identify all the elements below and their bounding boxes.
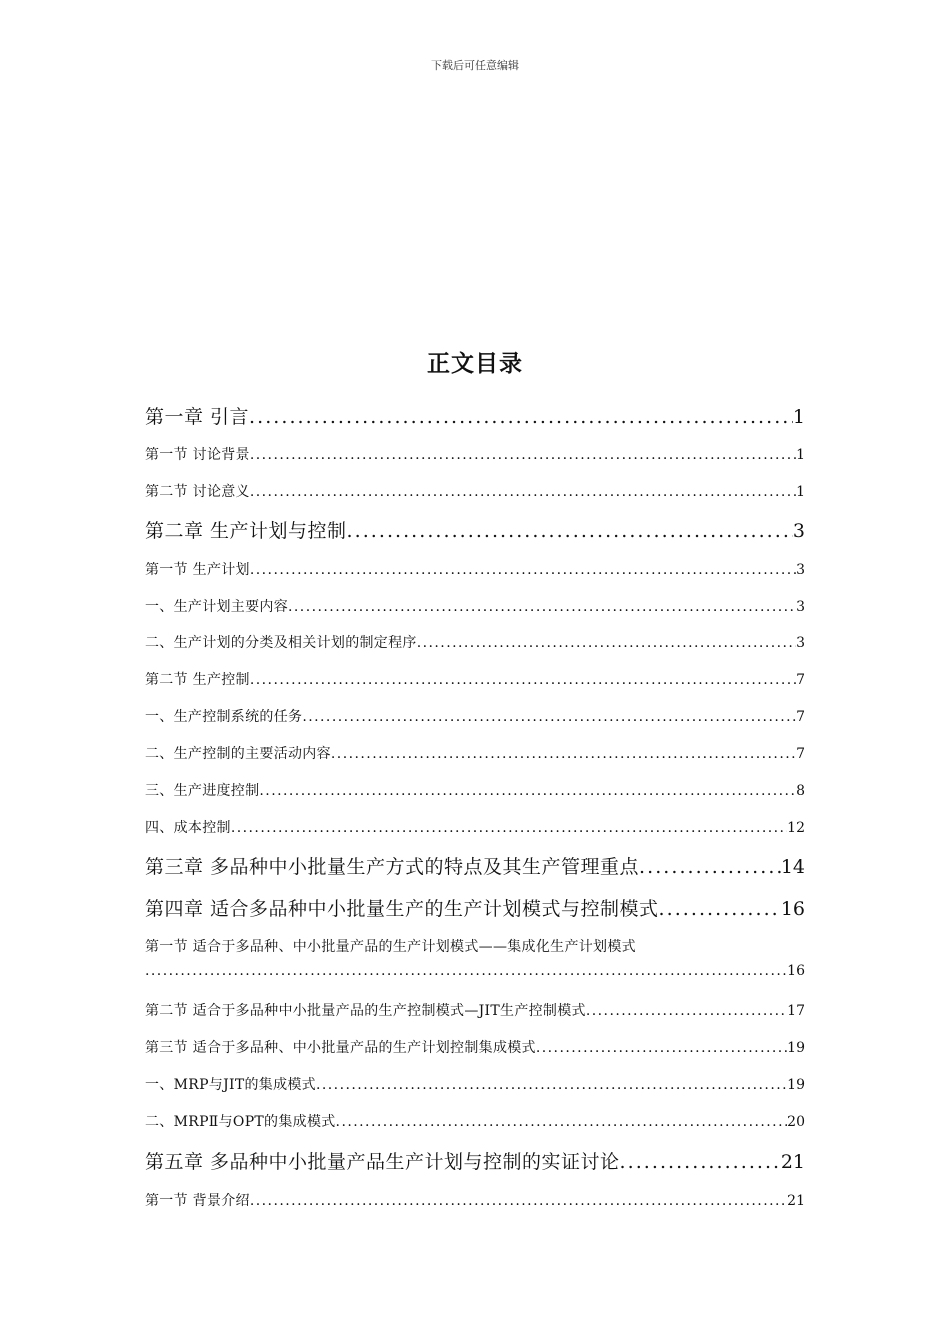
toc-entry-label: 一、生产计划主要内容 bbox=[145, 599, 288, 615]
toc-entry-label: 第一节 背景介绍 bbox=[145, 1193, 250, 1209]
toc-entry-page: 21 bbox=[787, 1193, 805, 1209]
header-note: 下载后可任意编辑 bbox=[431, 59, 519, 72]
toc-entry[interactable] bbox=[145, 963, 805, 979]
toc-entry[interactable] bbox=[145, 743, 805, 763]
toc-entry[interactable] bbox=[145, 516, 805, 543]
toc-entry-label: 第二节 讨论意义 bbox=[145, 484, 250, 500]
toc-entry-page: 12 bbox=[787, 820, 805, 836]
toc-entry-label: 二、生产计划的分类及相关计划的制定程序 bbox=[145, 635, 417, 651]
leader-dots bbox=[347, 520, 793, 542]
leader-dots bbox=[250, 1193, 787, 1209]
toc-entry[interactable] bbox=[145, 596, 805, 616]
toc-entry-page: 16 bbox=[787, 963, 805, 979]
leader-dots bbox=[536, 1040, 787, 1056]
leader-dots bbox=[659, 898, 781, 920]
toc-entry-page: 17 bbox=[787, 1003, 805, 1019]
leader-dots bbox=[288, 599, 796, 615]
toc-entry[interactable] bbox=[145, 559, 805, 579]
toc-entry[interactable] bbox=[145, 444, 805, 464]
toc-entry-label: 二、生产控制的主要活动内容 bbox=[145, 746, 331, 762]
toc-entry-label: 一、生产控制系统的任务 bbox=[145, 709, 303, 725]
toc-entry[interactable] bbox=[145, 481, 805, 501]
toc-entry-label: 第三节 适合于多品种、中小批量产品的生产计划控制集成模式 bbox=[145, 1040, 536, 1056]
leader-dots bbox=[331, 746, 796, 762]
toc-entry-page: 8 bbox=[796, 783, 805, 799]
toc-entry-label: 第一节 讨论背景 bbox=[145, 447, 250, 463]
toc-entry[interactable] bbox=[145, 894, 805, 921]
toc-entry[interactable] bbox=[145, 852, 805, 879]
toc-entry[interactable] bbox=[145, 1037, 805, 1057]
toc-entry-page: 21 bbox=[780, 1151, 805, 1173]
toc-entry[interactable] bbox=[145, 780, 805, 800]
leader-dots bbox=[336, 1114, 788, 1130]
toc-entry-label: 第三章 多品种中小批量生产方式的特点及其生产管理重点 bbox=[145, 856, 640, 878]
toc-entry-page: 14 bbox=[780, 856, 805, 878]
leader-dots bbox=[250, 672, 796, 688]
toc-entry-page: 19 bbox=[787, 1040, 805, 1056]
toc-entry-page: 3 bbox=[796, 599, 805, 615]
toc-entry-page: 3 bbox=[796, 562, 805, 578]
leader-dots bbox=[586, 1003, 787, 1019]
toc-entry-label: 三、生产进度控制 bbox=[145, 783, 260, 799]
leader-dots bbox=[259, 783, 796, 799]
toc-entry[interactable] bbox=[145, 1190, 805, 1210]
toc-entry-label: 第一章 引言 bbox=[145, 406, 250, 428]
leader-dots bbox=[249, 406, 793, 428]
toc-entry-page: 3 bbox=[792, 520, 805, 542]
toc-entry-label: 第五章 多品种中小批量产品生产计划与控制的实证讨论 bbox=[145, 1151, 620, 1173]
toc-entry-page: 19 bbox=[787, 1077, 805, 1093]
toc-entry-label: 第一节 生产计划 bbox=[145, 562, 250, 578]
toc-entry[interactable] bbox=[145, 1074, 805, 1094]
toc-title: 正文目录 bbox=[427, 351, 523, 377]
toc-entry-page: 20 bbox=[787, 1114, 805, 1130]
toc-entry-page: 7 bbox=[796, 746, 805, 762]
toc-entry-label: 一、MRP与JIT的集成模式 bbox=[145, 1077, 316, 1093]
toc-entry-page: 16 bbox=[780, 898, 805, 920]
toc-entry-label[interactable]: 第一节 适合于多品种、中小批量产品的生产计划模式——集成化生产计划模式 bbox=[145, 939, 636, 955]
toc-entry[interactable] bbox=[145, 1111, 805, 1131]
toc-entry[interactable] bbox=[145, 402, 805, 429]
toc-entry-label: 二、MRPⅡ与OPT的集成模式 bbox=[145, 1114, 336, 1130]
leader-dots bbox=[145, 963, 787, 979]
leader-dots bbox=[250, 562, 796, 578]
toc-entry-label: 第二节 适合于多品种中小批量产品的生产控制模式—JIT生产控制模式 bbox=[145, 1003, 586, 1019]
toc-entry-page: 3 bbox=[796, 635, 805, 651]
toc-entry-page: 1 bbox=[796, 484, 805, 500]
toc-entry[interactable] bbox=[145, 1000, 805, 1020]
leader-dots bbox=[250, 484, 796, 500]
leader-dots bbox=[639, 856, 781, 878]
leader-dots bbox=[316, 1077, 787, 1093]
toc-entry[interactable] bbox=[145, 632, 805, 652]
leader-dots bbox=[302, 709, 796, 725]
toc-entry-label: 第四章 适合多品种中小批量生产的生产计划模式与控制模式 bbox=[145, 898, 659, 920]
toc-entry[interactable] bbox=[145, 1147, 805, 1174]
leader-dots bbox=[250, 447, 796, 463]
toc-entry-label: 第二章 生产计划与控制 bbox=[145, 520, 347, 542]
toc-entry-page: 1 bbox=[796, 447, 805, 463]
toc-entry-label: 第二节 生产控制 bbox=[145, 672, 250, 688]
toc-entry[interactable] bbox=[145, 817, 805, 837]
toc-entry-page: 1 bbox=[792, 406, 805, 428]
leader-dots bbox=[231, 820, 787, 836]
leader-dots bbox=[620, 1151, 781, 1173]
toc-entry-page: 7 bbox=[796, 672, 805, 688]
toc-entry-label: 四、成本控制 bbox=[145, 820, 231, 836]
toc-entry[interactable] bbox=[145, 669, 805, 689]
leader-dots bbox=[417, 635, 796, 651]
toc-entry-page: 7 bbox=[796, 709, 805, 725]
toc-entry[interactable] bbox=[145, 706, 805, 726]
